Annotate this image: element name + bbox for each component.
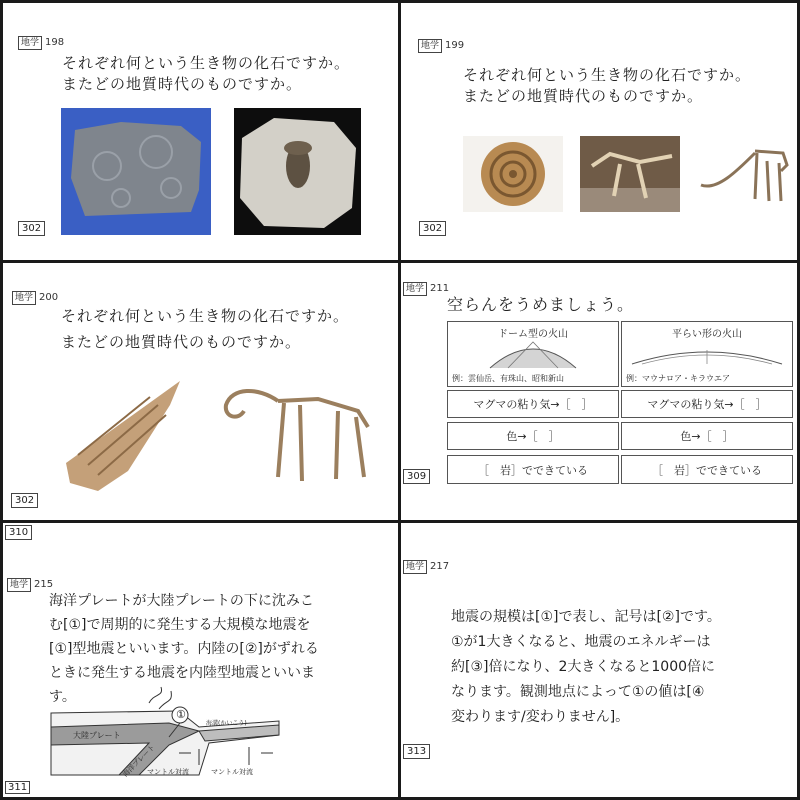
viscosity-blank-left[interactable]: マグマの粘り気→［ ］	[447, 390, 619, 418]
question-number: 200	[39, 292, 59, 303]
page-number: 311	[5, 781, 30, 794]
card-215[interactable]	[3, 523, 398, 797]
subject-tag	[18, 36, 64, 50]
page-number: 309	[403, 469, 430, 484]
question-line: それぞれ何という生き物の化石ですか。	[61, 307, 350, 325]
question-text: 空らんをうめましょう。	[447, 295, 635, 314]
subject-tag	[7, 578, 53, 592]
color-blank-right[interactable]: 色→［ ］	[621, 422, 793, 450]
question-line: 地震の規模は[①]で表し、記号は[②]です。	[451, 609, 721, 625]
trench-label: 海溝(かいこう)	[206, 720, 247, 727]
diagram-marker: ①	[176, 708, 186, 721]
question-text	[62, 53, 350, 95]
question-number: 199	[445, 40, 465, 51]
mantle-convection-label: マントル対流	[147, 768, 189, 776]
question-number: 211	[430, 283, 450, 294]
question-text	[463, 65, 751, 107]
subject-label: 地学	[403, 282, 427, 296]
question-number: 217	[430, 561, 450, 572]
fossil-slab-photo	[61, 108, 211, 235]
subject-label: 地学	[7, 578, 31, 592]
card-211[interactable]	[401, 263, 797, 520]
question-line: す。	[49, 689, 76, 705]
dinosaur-skeleton-photo	[580, 136, 680, 212]
mammoth-skeleton-photo	[697, 141, 793, 207]
shield-volcano-panel	[621, 321, 793, 387]
question-line: ①が1大きくなると、地震のエネルギーは	[451, 634, 711, 650]
page-number: 313	[403, 744, 430, 759]
viscosity-blank-right[interactable]: マグマの粘り気→［ ］	[621, 390, 793, 418]
question-line: ときに発生する地震を内陸型地震といいま	[49, 665, 315, 681]
question-line: 約[③]倍になり、2大きくなると1000倍に	[451, 659, 716, 675]
question-line: む[①]で周期的に発生する大規模な地震を	[49, 617, 311, 633]
example-text: 例：雲仙岳、有珠山、昭和新山	[452, 374, 564, 383]
subject-tag	[403, 282, 449, 296]
question-line: なります。観測地点によって①の値は[④	[451, 684, 705, 700]
question-text	[451, 605, 721, 730]
question-line: 変わります/変わりません]。	[451, 709, 630, 725]
subject-label: 地学	[18, 36, 42, 50]
card-199[interactable]	[401, 3, 797, 260]
subject-tag	[12, 291, 58, 305]
question-number: 215	[34, 579, 54, 590]
dome-volcano-panel	[447, 321, 619, 387]
spiral-shell-fossil-photo	[58, 375, 188, 495]
question-line: またどの地質時代のものですか。	[61, 333, 302, 351]
subject-tag	[418, 39, 464, 53]
question-number: 198	[45, 37, 65, 48]
mammoth-skeleton-photo	[218, 381, 383, 491]
example-text: 例：マウナロア・キラウエア	[626, 374, 730, 383]
page-number: 302	[18, 221, 45, 236]
subject-tag	[403, 560, 449, 574]
trilobite-fossil-photo	[234, 108, 361, 235]
question-line: 海洋プレートが大陸プレートの下に沈みこ	[49, 593, 314, 609]
panel-title: ドーム型の火山	[498, 329, 568, 340]
subject-label: 地学	[403, 560, 427, 574]
subject-label: 地学	[418, 39, 442, 53]
dome-volcano-diagram	[488, 336, 578, 370]
oceanic-plate-label: 海洋プレート	[121, 743, 157, 779]
continental-plate-label: 大陸プレート	[73, 731, 121, 740]
page-number: 302	[11, 493, 38, 508]
ammonite-fossil-photo	[463, 136, 563, 212]
panel-title: 平らい形の火山	[672, 329, 742, 340]
subject-label: 地学	[12, 291, 36, 305]
card-217[interactable]	[401, 523, 797, 797]
question-line: またどの地質時代のものですか。	[463, 87, 704, 105]
question-line: それぞれ何という生き物の化石ですか。	[463, 66, 752, 84]
page-number-top: 310	[5, 525, 32, 540]
rock-blank-left[interactable]: ［ 岩］でできている	[447, 455, 619, 484]
color-blank-left[interactable]: 色→［ ］	[447, 422, 619, 450]
question-text	[61, 303, 349, 355]
shield-volcano-diagram	[630, 344, 784, 366]
card-198[interactable]	[3, 3, 398, 260]
question-line: またどの地質時代のものですか。	[62, 75, 303, 93]
rock-blank-right[interactable]: ［ 岩］でできている	[621, 455, 793, 484]
card-200[interactable]	[3, 263, 398, 520]
page-number: 302	[419, 221, 446, 236]
mantle-convection-label: マントル対流	[211, 768, 253, 776]
question-line: [①]型地震といいます。内陸の[②]がずれる	[49, 641, 319, 657]
question-line: それぞれ何という生き物の化石ですか。	[62, 54, 351, 72]
